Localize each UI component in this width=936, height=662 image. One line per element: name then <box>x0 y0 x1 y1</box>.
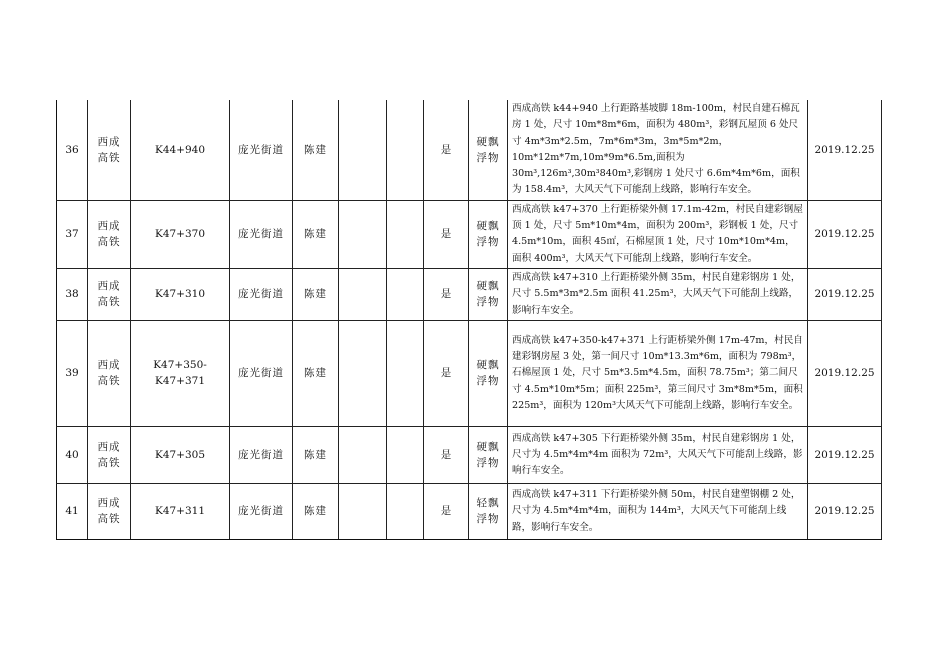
rail-line: 西成 高铁 <box>88 483 131 539</box>
hazard-description: 西成高铁 k44+940 上行距路基坡脚 18m-100m，村民自建石棉瓦房 1 处，尺寸 10m*8m*6m，面积为 480m³，彩钢瓦屋顶 6 处尺寸 4m*3m*2.5m，7m*6m*3m，3m*5m*2m，10m*12m*7m,10m*9m*6.5m,面积为 30m³,126m³,30m³840m³,彩钢房 1 处尺寸 6.6m*4m*6m，面积为 158.4m³，大风天气下可能刮上线路，影响行车安全。 <box>508 100 808 200</box>
street: 庞光街道 <box>230 268 293 320</box>
flag-cell: 是 <box>424 200 469 268</box>
hazard-description: 西成高铁 k47+311 下行距桥梁外侧 50m，村民自建塑钢棚 2 处，尺寸为 4.5m*4m*4m，面积为 144m³，大风天气下可能刮上线路，影响行车安全。 <box>508 483 808 539</box>
responsible-person: 陈建 <box>293 483 339 539</box>
blank-cell <box>339 320 387 426</box>
blank-cell <box>387 268 424 320</box>
responsible-person: 陈建 <box>293 200 339 268</box>
table-row <box>57 483 882 539</box>
hazard-description: 西成高铁 k47+310 上行距桥梁外侧 35m，村民自建彩钢房 1 处，尺寸 5.5m*3m*2.5m 面积 41.25m³，大风天气下可能刮上线路，影响行车安全。 <box>508 268 808 320</box>
responsible-person: 陈建 <box>293 426 339 483</box>
blank-cell <box>339 483 387 539</box>
rail-line: 西成 高铁 <box>88 320 131 426</box>
row-number: 41 <box>57 483 88 539</box>
hazard-type: 硬飘 浮物 <box>469 268 508 320</box>
hazard-type: 轻飘 浮物 <box>469 483 508 539</box>
table-row <box>57 426 882 483</box>
street: 庞光街道 <box>230 200 293 268</box>
row-number: 38 <box>57 268 88 320</box>
table-row <box>57 100 882 200</box>
flag-cell: 是 <box>424 268 469 320</box>
mileage: K47+311 <box>131 483 230 539</box>
responsible-person: 陈建 <box>293 100 339 200</box>
blank-cell <box>387 320 424 426</box>
table-row <box>57 268 882 320</box>
blank-cell <box>339 268 387 320</box>
hazard-description: 西成高铁 k47+350-k47+371 上行距桥梁外侧 17m-47m，村民自建彩钢房屋 3 处，第一间尺寸 10m*13.3m*6m，面积为 798m³，石棉屋顶 1 处，尺寸 5m*3.5m*4.5m，面积 78.75m³；第二间尺寸 4.5m*10m*5m；面积 225m³，第三间尺寸 3m*8m*5m，面积 225m³，面积为 120m³大风天气下可能刮上线路，影响行车安全。 <box>508 320 808 426</box>
row-number: 40 <box>57 426 88 483</box>
mileage: K47+370 <box>131 200 230 268</box>
street: 庞光街道 <box>230 100 293 200</box>
hazard-type: 硬飘 浮物 <box>469 320 508 426</box>
hazard-table <box>56 100 882 540</box>
flag-cell: 是 <box>424 426 469 483</box>
street: 庞光街道 <box>230 426 293 483</box>
rail-line: 西成 高铁 <box>88 426 131 483</box>
rail-line: 西成 高铁 <box>88 200 131 268</box>
mileage: K47+310 <box>131 268 230 320</box>
hazard-type: 硬飘 浮物 <box>469 100 508 200</box>
blank-cell <box>387 426 424 483</box>
hazard-description: 西成高铁 k47+305 下行距桥梁外侧 35m，村民自建彩钢房 1 处，尺寸为 4.5m*4m*4m 面积为 72m³，大风天气下可能刮上线路，影响行车安全。 <box>508 426 808 483</box>
date: 2019.12.25 <box>808 200 882 268</box>
date: 2019.12.25 <box>808 268 882 320</box>
blank-cell <box>339 426 387 483</box>
date: 2019.12.25 <box>808 100 882 200</box>
hazard-type: 硬飘 浮物 <box>469 200 508 268</box>
date: 2019.12.25 <box>808 426 882 483</box>
hazard-type: 硬飘 浮物 <box>469 426 508 483</box>
responsible-person: 陈建 <box>293 320 339 426</box>
street: 庞光街道 <box>230 320 293 426</box>
blank-cell <box>339 100 387 200</box>
row-number: 36 <box>57 100 88 200</box>
responsible-person: 陈建 <box>293 268 339 320</box>
blank-cell <box>387 100 424 200</box>
rail-line: 西成 高铁 <box>88 100 131 200</box>
hazard-description: 西成高铁 k47+370 上行距桥梁外侧 17.1m-42m，村民自建彩钢屋顶 1 处，尺寸 5m*10m*4m，面积为 200m³，彩钢板 1 处，尺寸 4.5m*10m，面积 45㎡，石棉屋顶 1 处，尺寸 10m*10m*4m，面积 400m³，大风天气下可能刮上线路，影响行车安全。 <box>508 200 808 268</box>
rail-line: 西成 高铁 <box>88 268 131 320</box>
date: 2019.12.25 <box>808 483 882 539</box>
blank-cell <box>339 200 387 268</box>
mileage: K44+940 <box>131 100 230 200</box>
flag-cell: 是 <box>424 320 469 426</box>
mileage: K47+350-K47+371 <box>131 320 230 426</box>
row-number: 39 <box>57 320 88 426</box>
flag-cell: 是 <box>424 100 469 200</box>
table-row <box>57 200 882 268</box>
blank-cell <box>387 200 424 268</box>
blank-cell <box>387 483 424 539</box>
street: 庞光街道 <box>230 483 293 539</box>
flag-cell: 是 <box>424 483 469 539</box>
row-number: 37 <box>57 200 88 268</box>
table-row <box>57 320 882 426</box>
date: 2019.12.25 <box>808 320 882 426</box>
mileage: K47+305 <box>131 426 230 483</box>
